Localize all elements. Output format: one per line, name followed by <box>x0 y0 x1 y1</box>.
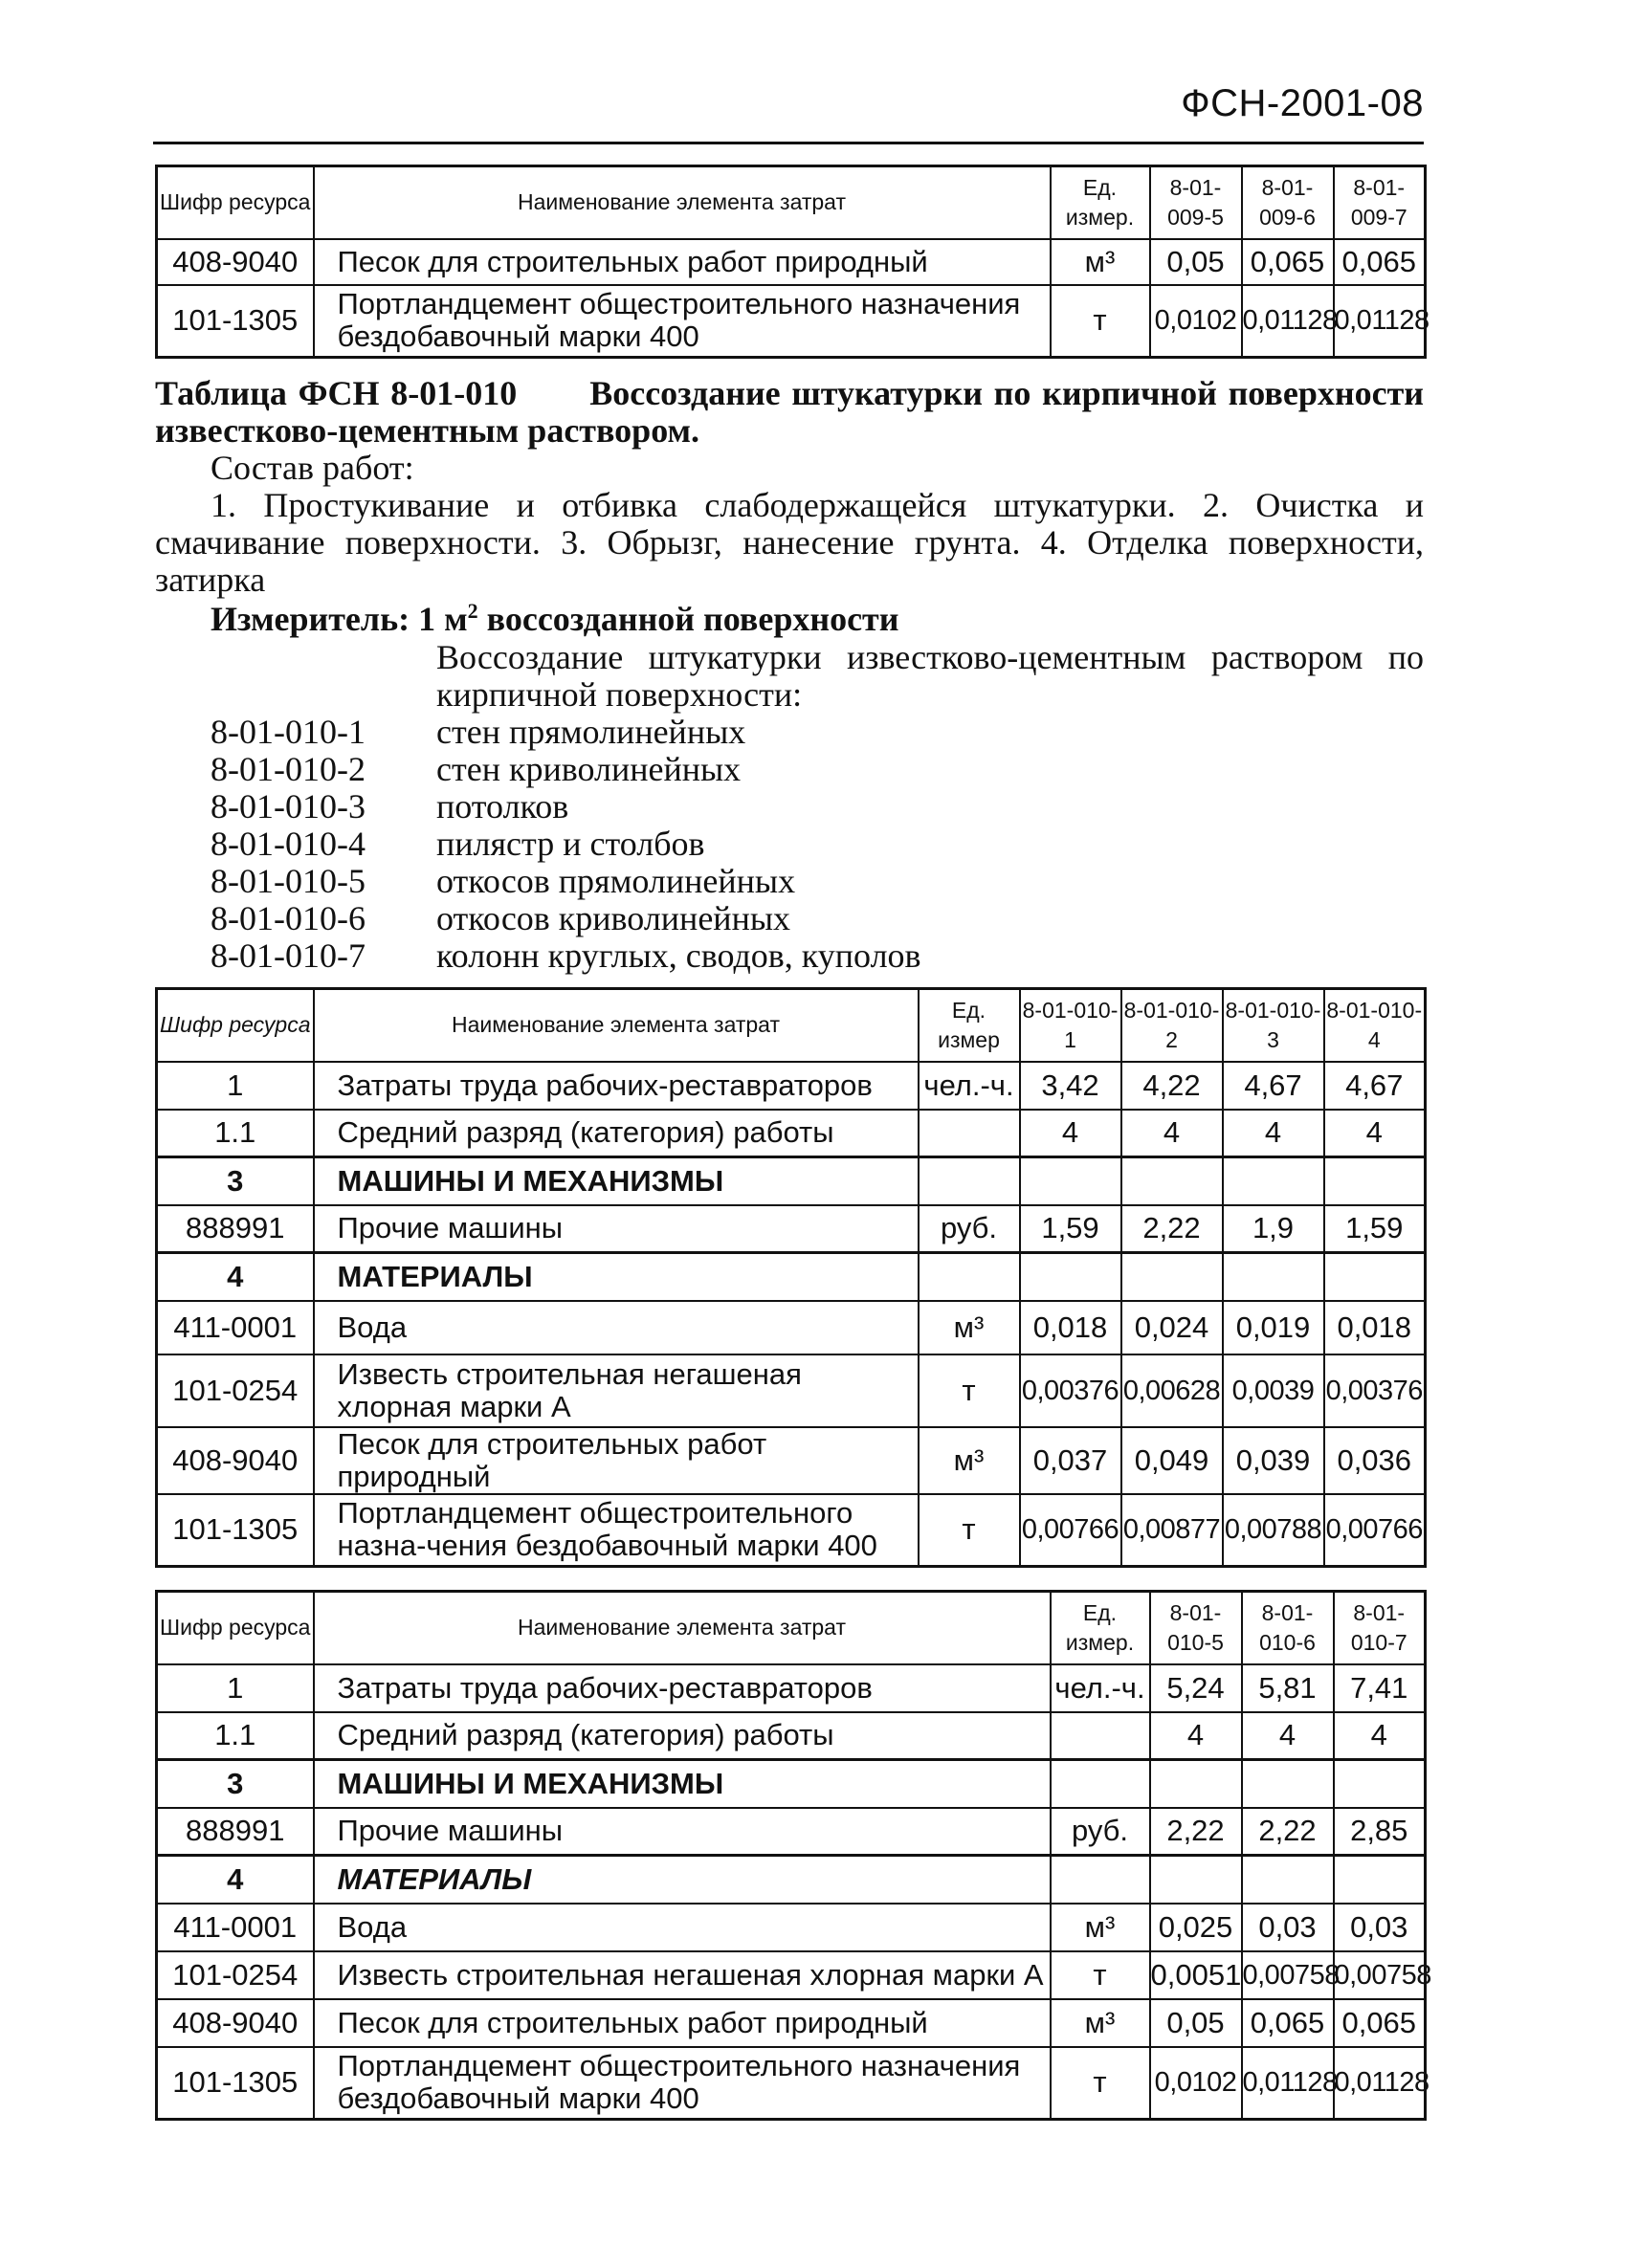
resource-name: Портландцемент общестроительного назна-чения бездобавочный марки 400 <box>314 1494 919 1567</box>
resource-code: 408-9040 <box>157 239 314 285</box>
resource-unit: руб. <box>919 1205 1020 1253</box>
resource-unit: т <box>1051 285 1150 358</box>
col-header-variant: 8-01-010-3 <box>1223 989 1324 1062</box>
resource-name: Средний разряд (категория) работы <box>314 1712 1051 1760</box>
resource-table-2 <box>155 1590 1431 2121</box>
resource-value: 2,22 <box>1121 1205 1223 1253</box>
resource-code: 888991 <box>157 1808 314 1856</box>
resource-value <box>1121 1157 1223 1205</box>
list-item <box>211 900 921 937</box>
resource-unit: чел.-ч. <box>919 1062 1020 1110</box>
resource-value <box>1242 1856 1334 1904</box>
table-row <box>157 2047 1426 2120</box>
resource-value: 5,81 <box>1242 1664 1334 1712</box>
resource-value: 0,00758 <box>1334 1951 1426 1999</box>
resource-value: 0,024 <box>1121 1301 1223 1354</box>
variant-code: 8-01-010-1 <box>211 713 366 751</box>
resource-value: 0,00376 <box>1020 1354 1121 1427</box>
header-rule <box>153 142 1424 144</box>
table-row <box>157 1999 1426 2047</box>
resource-code: 3 <box>157 1157 314 1205</box>
resource-name: Затраты труда рабочих-реставраторов <box>314 1062 919 1110</box>
resource-code: 1 <box>157 1664 314 1712</box>
resource-value: 0,065 <box>1242 1999 1334 2047</box>
resource-code: 411-0001 <box>157 1904 314 1951</box>
resource-value: 0,0102 <box>1150 2047 1242 2120</box>
resource-value: 4 <box>1223 1110 1324 1157</box>
resource-unit: руб. <box>1051 1808 1150 1856</box>
resource-name: Вода <box>314 1904 1051 1951</box>
col-header-variant: 8-01-010-2 <box>1121 989 1223 1062</box>
resource-name: Прочие машины <box>314 1205 919 1253</box>
resource-unit <box>919 1157 1020 1205</box>
table-section-row <box>157 1760 1426 1808</box>
variant-code: 8-01-010-3 <box>211 787 366 826</box>
resource-code: 408-9040 <box>157 1999 314 2047</box>
resource-name: Песок для строительных работ природный <box>314 1999 1051 2047</box>
top-resource-table <box>155 165 1427 359</box>
resource-code: 4 <box>157 1856 314 1904</box>
resource-value: 0,03 <box>1242 1904 1334 1951</box>
resource-code: 1 <box>157 1062 314 1110</box>
table-row <box>157 1110 1426 1157</box>
resource-table-1 <box>155 987 1427 1568</box>
list-item <box>211 826 921 863</box>
resource-value: 0,00788 <box>1223 1494 1324 1567</box>
col-header-variant: 8-01-010-5 <box>1150 1592 1242 1664</box>
resource-name: Песок для строительных работ природный <box>314 239 1051 285</box>
resource-value: 0,00766 <box>1324 1494 1426 1567</box>
resource-name: Вода <box>314 1301 919 1354</box>
resource-value: 2,85 <box>1334 1808 1426 1856</box>
table-row <box>157 1951 1426 1999</box>
resource-unit <box>919 1110 1020 1157</box>
resource-unit <box>919 1253 1020 1301</box>
col-header-variant: 8-01-009-7 <box>1334 166 1426 239</box>
resource-value: 0,00766 <box>1020 1494 1121 1567</box>
section-title <box>155 375 1424 450</box>
table-header-row <box>157 989 1426 1062</box>
col-header-variant: 8-01-010-7 <box>1334 1592 1426 1664</box>
col-header-unit: Ед. измер. <box>1051 1592 1150 1664</box>
variant-name: стен прямолинейных <box>436 713 746 751</box>
resource-name: Песок для строительных работ природный <box>314 1427 919 1494</box>
resource-code: 408-9040 <box>157 1427 314 1494</box>
resource-code: 4 <box>157 1253 314 1301</box>
table-section-row <box>157 1253 1426 1301</box>
resource-value: 0,01128 <box>1334 285 1426 358</box>
resource-value: 0,0102 <box>1150 285 1242 358</box>
variants-intro: Воссоздание штукатурки известково-цементным раствором по кирпичной поверхности: <box>436 638 1424 714</box>
resource-value: 0,00376 <box>1324 1354 1426 1427</box>
resource-value: 4 <box>1121 1110 1223 1157</box>
resource-name: МАШИНЫ И МЕХАНИЗМЫ <box>314 1157 919 1205</box>
table-section-row <box>157 1157 1426 1205</box>
list-item <box>211 751 921 788</box>
col-header-code: Шифр ресурса <box>157 1592 314 1664</box>
col-header-variant: 8-01-009-5 <box>1150 166 1242 239</box>
variants-list <box>211 714 921 975</box>
col-header-variant: 8-01-010-1 <box>1020 989 1121 1062</box>
resource-value <box>1121 1253 1223 1301</box>
resource-name: Прочие машины <box>314 1808 1051 1856</box>
resource-value: 0,01128 <box>1242 285 1334 358</box>
resource-value: 1,59 <box>1020 1205 1121 1253</box>
resource-value: 0,037 <box>1020 1427 1121 1494</box>
table-row <box>157 1427 1426 1494</box>
resource-value <box>1324 1253 1426 1301</box>
col-header-variant: 8-01-010-6 <box>1242 1592 1334 1664</box>
resource-value <box>1223 1253 1324 1301</box>
table-row <box>157 1904 1426 1951</box>
resource-value: 3,42 <box>1020 1062 1121 1110</box>
resource-unit: т <box>1051 2047 1150 2120</box>
list-item <box>211 714 921 751</box>
variant-name: колонн круглых, сводов, куполов <box>436 936 921 975</box>
list-item <box>211 788 921 826</box>
section-table-number: Таблица ФСН 8-01-010 <box>155 374 518 412</box>
variant-name: пилястр и столбов <box>436 825 705 863</box>
works-description: 1. Простукивание и отбивка слабодержащейся штукатурки. 2. Очистка и смачивание поверхности. 3. Обрызг, нанесение грунта. 4. Отделка поверхности, затирка <box>155 486 1424 599</box>
table-section-row <box>157 1856 1426 1904</box>
table-row <box>157 1062 1426 1110</box>
col-header-variant: 8-01-010-4 <box>1324 989 1426 1062</box>
resource-name: МАТЕРИАЛЫ <box>314 1856 1051 1904</box>
resource-code: 101-0254 <box>157 1951 314 1999</box>
variant-name: стен криволинейных <box>436 750 742 788</box>
variant-name: откосов прямолинейных <box>436 862 796 900</box>
resource-value: 0,065 <box>1334 1999 1426 2047</box>
resource-name: Известь строительная негашеная хлорная марки А <box>314 1354 919 1427</box>
resource-value: 4,67 <box>1223 1062 1324 1110</box>
col-header-code: Шифр ресурса <box>157 989 314 1062</box>
document-code-header: ФСН-2001-08 <box>1181 82 1424 124</box>
resource-value: 0,018 <box>1324 1301 1426 1354</box>
variant-name: потолков <box>436 787 569 826</box>
resource-value: 0,05 <box>1150 239 1242 285</box>
resource-name: Портландцемент общестроительного назначения бездобавочный марки 400 <box>314 2047 1051 2120</box>
resource-value: 0,065 <box>1334 239 1426 285</box>
resource-code: 888991 <box>157 1205 314 1253</box>
table-row <box>157 1205 1426 1253</box>
resource-value: 0,049 <box>1121 1427 1223 1494</box>
variant-code: 8-01-010-6 <box>211 899 366 937</box>
resource-name: Портландцемент общестроительного назначения бездобавочный марки 400 <box>314 285 1051 358</box>
resource-value: 0,00628 <box>1121 1354 1223 1427</box>
resource-value <box>1150 1760 1242 1808</box>
resource-value <box>1150 1856 1242 1904</box>
resource-code: 101-1305 <box>157 1494 314 1567</box>
resource-value: 1,59 <box>1324 1205 1426 1253</box>
resource-name: Средний разряд (категория) работы <box>314 1110 919 1157</box>
table-header-row <box>157 1592 1426 1664</box>
resource-unit: чел.-ч. <box>1051 1664 1150 1712</box>
table-row <box>157 1354 1426 1427</box>
resource-unit: т <box>919 1494 1020 1567</box>
resource-value: 0,065 <box>1242 239 1334 285</box>
resource-value: 2,22 <box>1150 1808 1242 1856</box>
resource-value: 0,025 <box>1150 1904 1242 1951</box>
resource-value <box>1020 1157 1121 1205</box>
table-row <box>157 1712 1426 1760</box>
col-header-variant: 8-01-009-6 <box>1242 166 1334 239</box>
table-header-row <box>157 166 1426 239</box>
resource-value: 0,01128 <box>1334 2047 1426 2120</box>
resource-value: 4,67 <box>1324 1062 1426 1110</box>
resource-unit <box>1051 1712 1150 1760</box>
resource-unit <box>1051 1760 1150 1808</box>
resource-code: 1.1 <box>157 1110 314 1157</box>
resource-value: 4,22 <box>1121 1062 1223 1110</box>
resource-name: МАТЕРИАЛЫ <box>314 1253 919 1301</box>
section-table-name: Воссоздание штукатурки по кирпичной поверхности известково-цементным раствором. <box>155 374 1424 450</box>
resource-value: 0,036 <box>1324 1427 1426 1494</box>
resource-value: 1,9 <box>1223 1205 1324 1253</box>
variant-code: 8-01-010-5 <box>211 862 366 900</box>
resource-code: 3 <box>157 1760 314 1808</box>
meter-line: Измеритель: 1 $м^2$ воссозданной поверхности <box>211 599 899 638</box>
resource-code: 411-0001 <box>157 1301 314 1354</box>
list-item <box>211 863 921 900</box>
resource-value: 4 <box>1334 1712 1426 1760</box>
resource-value: 0,00877 <box>1121 1494 1223 1567</box>
resource-name: МАШИНЫ И МЕХАНИЗМЫ <box>314 1760 1051 1808</box>
col-header-unit: Ед. измер <box>919 989 1020 1062</box>
resource-name: Затраты труда рабочих-реставраторов <box>314 1664 1051 1712</box>
resource-value <box>1223 1157 1324 1205</box>
resource-value: 4 <box>1150 1712 1242 1760</box>
resource-value: 7,41 <box>1334 1664 1426 1712</box>
resource-unit: м³ <box>1051 1999 1150 2047</box>
table-row <box>157 1664 1426 1712</box>
table-row <box>157 1808 1426 1856</box>
resource-value: 2,22 <box>1242 1808 1334 1856</box>
resource-value: 4 <box>1242 1712 1334 1760</box>
table-row <box>157 1494 1426 1567</box>
resource-name: Известь строительная негашеная хлорная марки А <box>314 1951 1051 1999</box>
resource-value: 0,0039 <box>1223 1354 1324 1427</box>
resource-value <box>1334 1856 1426 1904</box>
resource-unit: м³ <box>919 1427 1020 1494</box>
resource-unit: м³ <box>1051 239 1150 285</box>
resource-unit: т <box>1051 1951 1150 1999</box>
list-item <box>211 937 921 975</box>
resource-value: 0,019 <box>1223 1301 1324 1354</box>
table-row <box>157 239 1426 285</box>
resource-value: 4 <box>1020 1110 1121 1157</box>
variant-code: 8-01-010-7 <box>211 936 366 975</box>
table-row <box>157 285 1426 358</box>
variant-name: откосов криволинейных <box>436 899 791 937</box>
resource-value <box>1020 1253 1121 1301</box>
resource-value: 0,0051 <box>1150 1951 1242 1999</box>
resource-unit: м³ <box>919 1301 1020 1354</box>
col-header-name: Наименование элемента затрат <box>314 166 1051 239</box>
resource-code: 101-0254 <box>157 1354 314 1427</box>
resource-code: 1.1 <box>157 1712 314 1760</box>
resource-value <box>1334 1760 1426 1808</box>
col-header-name: Наименование элемента затрат <box>314 1592 1051 1664</box>
resource-value <box>1324 1157 1426 1205</box>
table-row <box>157 1301 1426 1354</box>
col-header-unit: Ед. измер. <box>1051 166 1150 239</box>
resource-value: 4 <box>1324 1110 1426 1157</box>
compose-label: Состав работ: <box>211 449 414 487</box>
resource-code: 101-1305 <box>157 285 314 358</box>
resource-value: 0,018 <box>1020 1301 1121 1354</box>
col-header-code: Шифр ресурса <box>157 166 314 239</box>
resource-value: 0,01128 <box>1242 2047 1334 2120</box>
resource-value: 0,00758 <box>1242 1951 1334 1999</box>
resource-unit <box>1051 1856 1150 1904</box>
resource-code: 101-1305 <box>157 2047 314 2120</box>
resource-unit: м³ <box>1051 1904 1150 1951</box>
variant-code: 8-01-010-4 <box>211 825 366 863</box>
resource-value <box>1242 1760 1334 1808</box>
resource-value: 0,05 <box>1150 1999 1242 2047</box>
resource-value: 5,24 <box>1150 1664 1242 1712</box>
col-header-name: Наименование элемента затрат <box>314 989 919 1062</box>
resource-unit: т <box>919 1354 1020 1427</box>
resource-value: 0,039 <box>1223 1427 1324 1494</box>
resource-value: 0,03 <box>1334 1904 1426 1951</box>
variant-code: 8-01-010-2 <box>211 750 366 788</box>
